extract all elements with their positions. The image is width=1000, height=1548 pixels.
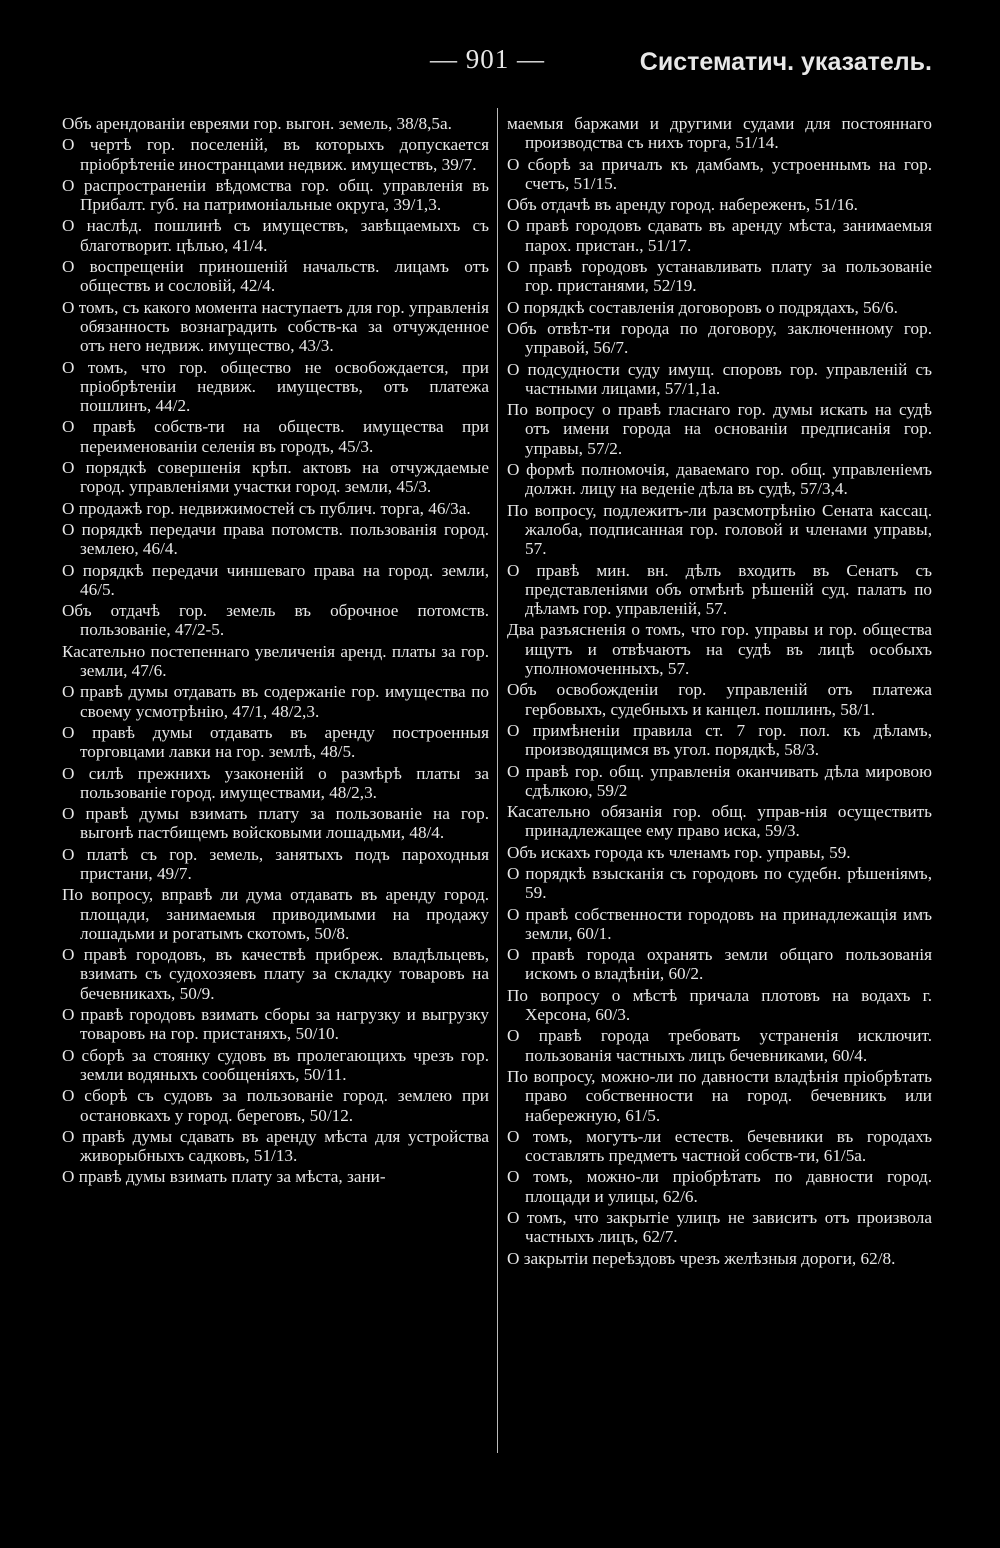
index-entry: О правѣ города требовать устраненія исключит. пользованія частныхъ лицъ бечевниками, 60/4. <box>507 1026 932 1065</box>
column-divider <box>497 108 498 1453</box>
index-entry: О сборѣ за причалъ къ дамбамъ, устроеннымъ на гор. счетъ, 51/15. <box>507 154 932 193</box>
index-entry: О примѣненіи правила ст. 7 гор. пол. къ дѣламъ, производящимся въ угол. порядкѣ, 58/3. <box>507 720 932 760</box>
index-entry: О правѣ городовъ сдавать въ аренду мѣста, занимаемыя парох. пристан., 51/17. <box>507 216 932 255</box>
index-entry: О правѣ думы отдавать въ аренду построенныя торговцами лавки на гор. землѣ, 48/5. <box>62 722 489 762</box>
index-entry: О томъ, что гор. общество не освобождается, при пріобрѣтеніи недвиж. имуществъ, отъ платежа пошлинъ, 44/2. <box>62 357 489 416</box>
index-entry: О порядкѣ передачи чиншеваго права на город. земли, 46/5. <box>62 560 489 599</box>
index-entry: О правѣ думы отдавать въ содержаніе гор. имущества по своему усмотрѣнію, 47/1, 48/2,3. <box>62 682 489 721</box>
index-entry: маемыя баржами и другими судами для постояннаго производства съ нихъ торга, 51/14. <box>507 114 932 153</box>
page-header <box>430 44 950 84</box>
index-entry: О порядкѣ взысканія съ городовъ по судебн. рѣшеніямъ, 59. <box>507 863 932 903</box>
index-entry: Объ отдачѣ гор. земель въ оброчное потомств. пользованіе, 47/2-5. <box>62 601 489 640</box>
index-entry: Объ искахъ города къ членамъ гор. управы, 59. <box>507 842 851 862</box>
index-entry: О правѣ городовъ, въ качествѣ прибреж. владѣльцевъ, взимать съ судохозяевъ плату за складку товаровъ на бечевникахъ, 50/9. <box>62 945 489 1003</box>
index-entry: О правѣ мин. вн. дѣлъ входить въ Сенатъ съ представленіями объ отмѣнѣ рѣшеній суд. палатъ по дѣламъ гор. управленій, 57. <box>507 560 932 619</box>
index-entry: О воспрещеніи приношеній начальств. лицамъ отъ обществъ и сословій, 42/4. <box>62 257 489 296</box>
index-entry: О правѣ думы взимать плату за пользованіе на гор. выгонѣ пастбищемъ войсковыми лошадьми, 48/4. <box>62 804 489 843</box>
index-entry: Два разъясненія о томъ, что гор. управы и гор. общества ищутъ и отвѣчаютъ на судѣ въ лицѣ особыхъ уполномоченныхъ, 57. <box>507 620 932 679</box>
index-entry: О чертѣ гор. поселеній, въ которыхъ допускается пріобрѣтеніе иностранцами недвиж. имуществъ, 39/7. <box>62 135 489 174</box>
index-entry: По вопросу, можно-ли по давности владѣнія пріобрѣтать право собственности на город. бечевникъ или набережную, 61/5. <box>507 1066 932 1125</box>
index-entry: По вопросу о мѣстѣ причала плотовъ на водахъ г. Херсона, 60/3. <box>507 985 932 1025</box>
index-entry: О закрытіи переѣздовъ чрезъ желѣзныя дороги, 62/8. <box>507 1248 896 1268</box>
index-entry: О правѣ гор. общ. управленія оканчивать дѣла мировою сдѣлкою, 59/2 <box>507 761 932 800</box>
index-entry: О правѣ городовъ взимать сборы за нагрузку и выгрузку товаровъ на гор. пристаняхъ, 50/10. <box>62 1005 489 1044</box>
index-entry: О наслѣд. пошлинѣ съ имуществъ, завѣщаемыхъ съ благотворит. цѣлью, 41/4. <box>62 216 489 255</box>
index-entry: О правѣ собственности городовъ на принадлежащія имъ земли, 60/1. <box>507 904 932 943</box>
index-entry: О продажѣ гор. недвижимостей съ публич. торга, 46/3а. <box>62 498 471 518</box>
index-entry: О сборѣ съ судовъ за пользованіе город. землею при остановкахъ у город. береговъ, 50/12. <box>62 1086 489 1125</box>
page-number: — 901 — <box>430 44 545 74</box>
index-entry: По вопросу, подлежитъ-ли разсмотрѣнію Сената кассац. жалоба, подписанная гор. головой и членами управы, 57. <box>507 500 932 559</box>
index-entry: О платѣ съ гор. земель, занятыхъ подъ пароходныя пристани, 49/7. <box>62 844 489 883</box>
left-column <box>62 114 489 1189</box>
index-entry: О правѣ города охранять земли общаго пользованія искомъ о владѣніи, 60/2. <box>507 945 932 984</box>
index-entry: О формѣ полномочія, даваемаго гор. общ. управленіемъ должн. лицу на веденіе дѣла въ судѣ, 57/3,4. <box>507 460 932 499</box>
index-entry: О томъ, что закрытіе улицъ не зависитъ отъ произвола частныхъ лицъ, 62/7. <box>507 1208 932 1247</box>
index-entry: О подсудности суду имущ. споровъ гор. управленій съ частными лицами, 57/1,1а. <box>507 359 932 398</box>
index-entry: По вопросу, вправѣ ли дума отдавать въ аренду город. площади, занимаемыя приводимыми на продажу лошадьми и рогатымъ скотомъ, 50/8. <box>62 885 489 943</box>
index-entry: О распространеніи вѣдомства гор. общ. управленія въ Прибалт. губ. на патримоніальные округа, 39/1,3. <box>62 175 489 215</box>
index-entry: О томъ, могутъ-ли естеств. бечевники въ городахъ составлять предметъ частной собств-ти, 61/5а. <box>507 1126 932 1166</box>
index-entry: По вопросу о правѣ гласнаго гор. думы искать на судѣ отъ имени города на основаніи предписанія гор. управы, 57/2. <box>507 400 932 458</box>
index-entry: Касательно обязанія гор. общ. управ-нія осуществить принадлежащее ему право иска, 59/3. <box>507 802 932 841</box>
index-entry: О правѣ собств-ти на обществ. имущества при переименованіи селенія въ городъ, 45/3. <box>62 417 489 456</box>
index-entry: О порядкѣ составленія договоровъ о подрядахъ, 56/6. <box>507 297 898 317</box>
index-entry: О правѣ городовъ устанавливать плату за пользованіе гор. пристанями, 52/19. <box>507 257 932 296</box>
index-entry: Объ отдачѣ въ аренду город. набереженъ, 51/16. <box>507 195 858 215</box>
index-entry: Касательно постепеннаго увеличенія аренд. платы за гор. земли, 47/6. <box>62 641 489 681</box>
index-entry: О сборѣ за стоянку судовъ въ пролегающихъ чрезъ гор. земли водяныхъ сообщеніяхъ, 50/11. <box>62 1045 489 1084</box>
index-entry: О правѣ думы взимать плату за мѣста, зани- <box>62 1167 386 1187</box>
index-entry: О порядкѣ совершенія крѣп. актовъ на отчуждаемые город. управленіями участки город. земли, 45/3. <box>62 458 489 497</box>
index-entry: О томъ, съ какого момента наступаетъ для гор. управленія обязанность вознаградить собств-ка за отчужденное отъ него недвиж. имущество, 43/3. <box>62 297 489 356</box>
index-entry: О порядкѣ передачи права потомств. пользованія город. землею, 46/4. <box>62 519 489 559</box>
index-entry: О силѣ прежнихъ узаконеній о размѣрѣ платы за пользованіе город. имуществами, 48/2,3. <box>62 763 489 802</box>
right-column <box>507 114 932 1270</box>
section-title: Систематич. указатель. <box>639 48 932 76</box>
index-entry: О томъ, можно-ли пріобрѣтать по давности город. площади и улицы, 62/6. <box>507 1167 932 1206</box>
index-entry: Объ освобожденіи гор. управленій отъ платежа гербовыхъ, судебныхъ и канцел. пошлинъ, 58/1. <box>507 680 932 719</box>
index-entry: О правѣ думы сдавать въ аренду мѣста для устройства живорыбныхъ садковъ, 51/13. <box>62 1126 489 1166</box>
index-entry: Объ отвѣт-ти города по договору, заключенному гор. управой, 56/7. <box>507 318 932 358</box>
index-entry: Объ арендованіи евреями гор. выгон. земель, 38/8,5а. <box>62 114 452 133</box>
